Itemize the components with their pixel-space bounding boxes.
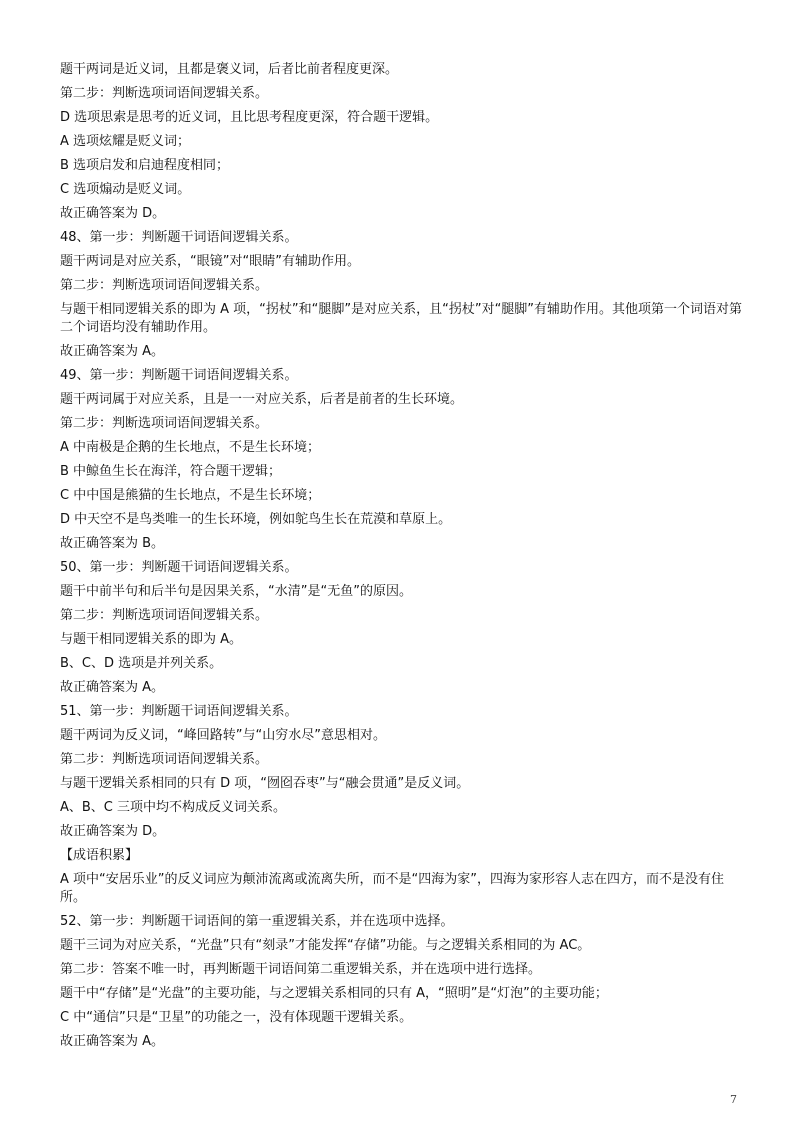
text-line: 第二步：判断选项词语间逻辑关系。 [60,416,269,431]
question-heading-48: 48、第一步：判断题干词语间逻辑关系。 [60,230,298,245]
text-line: 第二步：判断选项词语间逻辑关系。 [60,752,269,767]
text-line: 故正确答案为 A。 [60,344,165,359]
text-line: 题干中前半句和后半句是因果关系，“水清”是“无鱼”的原因。 [60,584,412,599]
text-line: B、C、D 选项是并列关系。 [60,656,223,671]
text-line: 第二步：判断选项词语间逻辑关系。 [60,608,269,623]
question-heading-50: 50、第一步：判断题干词语间逻辑关系。 [60,560,298,575]
text-line: A 中南极是企鹅的生长地点，不是生长环境； [60,440,321,455]
text-line: D 中天空不是鸟类唯一的生长环境，例如鸵鸟生长在荒漠和草原上。 [60,512,452,527]
idiom-section-heading: 【成语积累】 [60,848,139,863]
text-line: 第二步：判断选项词语间逻辑关系。 [60,86,269,101]
text-line: 第二步：判断选项词语间逻辑关系。 [60,278,269,293]
text-line: 故正确答案为 B。 [60,536,165,551]
question-heading-49: 49、第一步：判断题干词语间逻辑关系。 [60,368,298,383]
text-line: 题干两词是对应关系，“眼镜”对“眼睛”有辅助作用。 [60,254,360,269]
text-paragraph: A 项中“安居乐业”的反义词应为颠沛流离或流离失所，而不是“四海为家”，四海为家形容人志在四方，而不是没有住所。 [60,872,724,905]
text-line: A、B、C 三项中均不构成反义词关系。 [60,800,287,815]
text-line: 题干两词为反义词，“峰回路转”与“山穷水尽”意思相对。 [60,728,386,743]
text-line: B 中鲸鱼生长在海洋，符合题干逻辑； [60,464,282,479]
text-line: C 中中国是熊猫的生长地点，不是生长环境； [60,488,321,503]
text-line: 故正确答案为 A。 [60,680,165,695]
text-line: C 中“通信”只是“卫星”的功能之一，没有体现题干逻辑关系。 [60,1010,413,1025]
text-line: 与题干相同逻辑关系的即为 A。 [60,632,243,647]
question-heading-52: 52、第一步：判断题干词语间的第一重逻辑关系，并在选项中选择。 [60,914,454,929]
text-line: A 选项炫耀是贬义词； [60,134,191,149]
text-line: 题干三词为对应关系，“光盘”只有“刻录”才能发挥“存储”功能。与之逻辑关系相同的为 AC。 [60,938,591,953]
question-heading-51: 51、第一步：判断题干词语间逻辑关系。 [60,704,298,719]
text-line: 故正确答案为 D。 [60,824,166,839]
text-line: B 选项启发和启迪程度相同； [60,158,230,173]
text-line: 第二步：答案不唯一时，再判断题干词语间第二重逻辑关系，并在选项中进行选择。 [60,962,542,977]
text-line: D 选项思索是思考的近义词，且比思考程度更深，符合题干逻辑。 [60,110,439,125]
text-line: 故正确答案为 D。 [60,206,166,221]
page-number: 7 [730,1093,737,1106]
text-line: 故正确答案为 A。 [60,1034,165,1049]
page-content [60,58,745,1054]
text-line: 题干两词属于对应关系，且是一一对应关系，后者是前者的生长环境。 [60,392,464,407]
text-line: 题干中“存储”是“光盘”的主要功能，与之逻辑关系相同的只有 A，“照明”是“灯泡”的主要功能； [60,986,608,1001]
text-line: C 选项煽动是贬义词。 [60,182,191,197]
text-line: 题干两词是近义词，且都是褒义词，后者比前者程度更深。 [60,62,399,77]
text-paragraph: 与题干相同逻辑关系的即为 A 项，“拐杖”和“腿脚”是对应关系，且“拐杖”对“腿脚”有辅助作用。其他项第一个词语对第二个词语均没有辅助作用。 [60,302,743,335]
text-line: 与题干逻辑关系相同的只有 D 项，“囫囵吞枣”与“融会贯通”是反义词。 [60,776,470,791]
